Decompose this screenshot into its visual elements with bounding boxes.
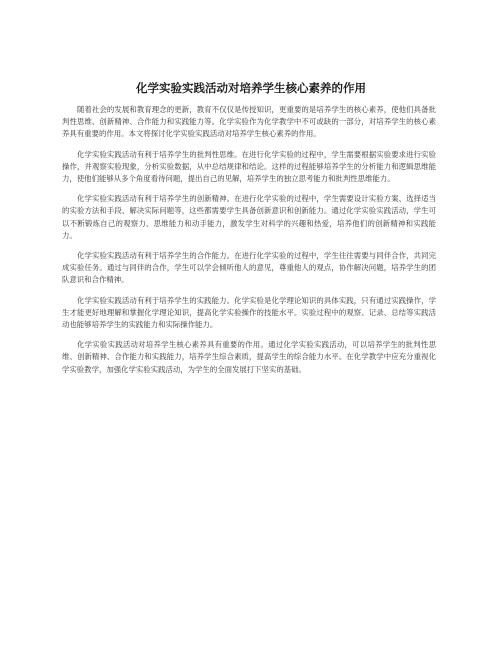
paragraph-innovation: 化学实验实践活动有利于培养学生的创新精神。在进行化学实验的过程中，学生需要设计实验方案、选择适当的实验方法和手段、解决实际问题等，这些都需要学生具备创新意识和创新能力。通过化学实验实践活动，学生可以不断锻炼自己的观察力、思维能力和动手能力，激发学生对科学的兴趣和热爱，培养他们的创新精神和实践能力。	[62, 194, 436, 240]
paragraph-cooperation: 化学实验实践活动有利于培养学生的合作能力。在进行化学实验的过程中，学生往往需要与同伴合作，共同完成实验任务。通过与同伴的合作，学生可以学会倾听他人的意见，尊重他人的观点，协作解决问题，培养学生的团队意识和合作精神。	[62, 251, 436, 285]
paragraph-conclusion: 化学实验实践活动对培养学生核心素养具有重要的作用。通过化学实验实践活动，可以培养学生的批判性思维、创新精神、合作能力和实践能力，培养学生综合素质，提高学生的综合能力水平。在化学教学中应充分重视化学实验教学，加强化学实验实践活动，为学生的全面发展打下坚实的基础。	[62, 340, 436, 374]
paragraph-intro: 随着社会的发展和教育理念的更新，教育不仅仅是传授知识，更重要的是培养学生的核心素养，使他们具备批判性思维、创新精神、合作能力和实践能力等。化学实验作为化学教学中不可或缺的一部分，对培养学生的核心素养具有重要的作用。本文将探讨化学实验实践活动对培养学生核心素养的作用。	[62, 105, 436, 139]
paragraph-critical-thinking: 化学实验实践活动有利于培养学生的批判性思维。在进行化学实验的过程中，学生需要根据实验要求进行实验操作，并观察实验现象，分析实验数据，从中总结规律和结论。这样的过程能够培养学生的分析能力和逻辑思维能力，使他们能够从多个角度看待问题，提出自己的见解，培养学生的独立思考能力和批判性思维能力。	[62, 149, 436, 184]
document-body	[62, 104, 436, 384]
document-title: 化学实验实践活动对培养学生核心素养的作用	[136, 81, 366, 95]
paragraph-practice: 化学实验实践活动有利于培养学生的实践能力。化学实验是化学理论知识的具体实践，只有通过实践操作，学生才能更好地理解和掌握化学理论知识，提高化学实验操作的技能水平。实验过程中的观察、记录、总结等实践活动也能够培养学生的实践能力和实际操作能力。	[62, 295, 436, 330]
